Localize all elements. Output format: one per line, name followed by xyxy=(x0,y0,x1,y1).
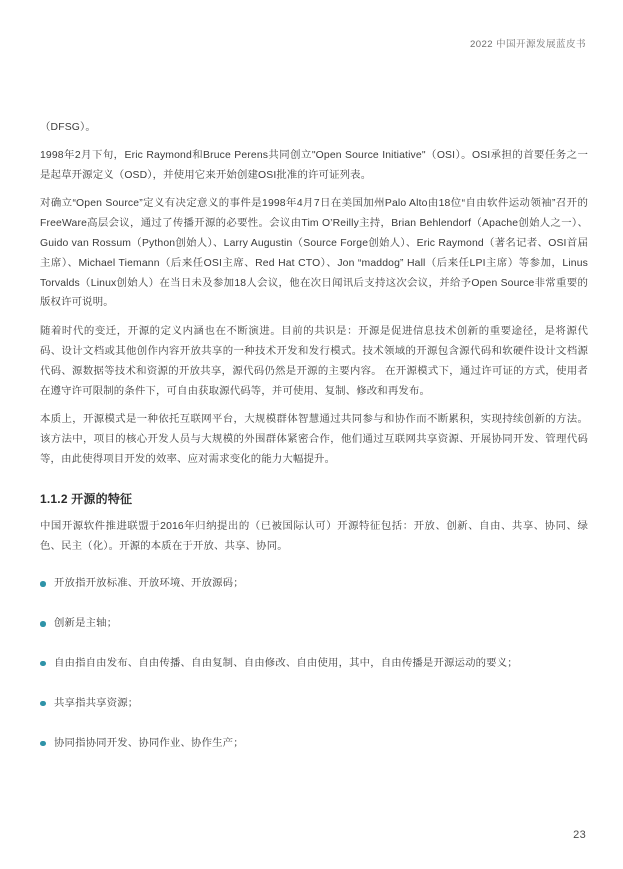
list-item-text: 共享指共享资源； xyxy=(54,697,139,709)
paragraph-open-source-essence: 本质上，开源模式是一种依托互联网平台，大规模群体智慧通过共同参与和协作而不断累积，实现持续创新的方法。该方法中，项目的核心开发人员与大规模的外围群体紧密合作，他们通过互联网共享资源、开展协同开发、管理代码等，由此使得项目开发的效率、应对需求变化的能力大幅提升。 xyxy=(40,414,588,465)
list-item-text: 创新是主轴； xyxy=(54,618,118,630)
paragraph-section-intro: 中国开源软件推进联盟于2016年归纳提出的（已被国际认可）开源特征包括：开放、创新、自由、共享、协同、绿色、民主（化）。开源的本质在于开放、共享、协同。 xyxy=(40,520,588,552)
page-number: 23 xyxy=(573,829,586,841)
paragraph-open-source-evolution: 随着时代的变迁，开源的定义内涵也在不断演进。目前的共识是：开源是促进信息技术创新的重要途径，是将源代码、设计文档或其他创作内容开放共享的一种技术开发和发行模式。技术领域的开源包含源代码和软硬件设计文档源代码、源数据等技术和资源的开放共享，源代码仍然是开源的主要内容。 在开源模式下，通过许可证的方式，使用者在遵守许可限制的条件下，可自由获取源代码等，并可使用、复制、修改和再发布。 xyxy=(40,326,588,397)
list-item xyxy=(40,694,588,714)
feature-list xyxy=(40,574,588,753)
bullet-dot-icon xyxy=(40,741,46,747)
list-item xyxy=(40,574,588,594)
running-header: 2022 中国开源发展蓝皮书 xyxy=(470,39,586,50)
bullet-dot-icon xyxy=(40,621,46,627)
paragraph-open-source-definition-meeting: 对确立“Open Source”定义有决定意义的事件是1998年4月7日在美国加州Palo Alto由18位“自由软件运动领袖”召开的FreeWare高层会议，通过了传播开源的必要性。会议由Tim O’Reilly主持，Brian Behlendorf（Apache创始人之一）、Guido van Rossum（Python创始人）、Larry Augustin（Source Forge创始人）、Eric Raymond（著名记者、OSI首届主席）、Michael Tiemann（后来任OSI主席、Red Hat CTO）、Jon “maddog” Hall（后来任LPI主席）等参加，Linus Torvalds（Linux创始人）在当日未及参加18人会议，他在次日闻讯后支持这次会议，并给予Open Source非常重要的版权许可说明。 xyxy=(40,198,588,309)
bullet-dot-icon xyxy=(40,661,46,667)
paragraph-dfsg: （DFSG）。 xyxy=(40,122,96,133)
paragraph-osi-founding: 1998年2月下旬，Eric Raymond和Bruce Perens共同创立"Open Source Initiative"（OSI）。OSI承担的首要任务之一是起草开源定义（OSD），并使用它来开始创建OSI批准的许可证列表。 xyxy=(40,149,588,181)
list-item-text: 协同指协同开发、协同作业、协作生产； xyxy=(54,737,244,749)
list-item xyxy=(40,614,588,634)
list-item-text: 开放指开放标准、开放环境、开放源码； xyxy=(54,578,244,590)
list-item xyxy=(40,734,588,754)
list-item-text: 自由指自由发布、自由传播、自由复制、自由修改、自由使用，其中，自由传播是开源运动的要义； xyxy=(54,657,518,669)
bullet-dot-icon xyxy=(40,581,46,587)
list-item xyxy=(40,654,588,674)
section-heading-1-1-2: 1.1.2 开源的特征 xyxy=(40,491,133,506)
bullet-dot-icon xyxy=(40,701,46,707)
page-content xyxy=(40,118,588,773)
